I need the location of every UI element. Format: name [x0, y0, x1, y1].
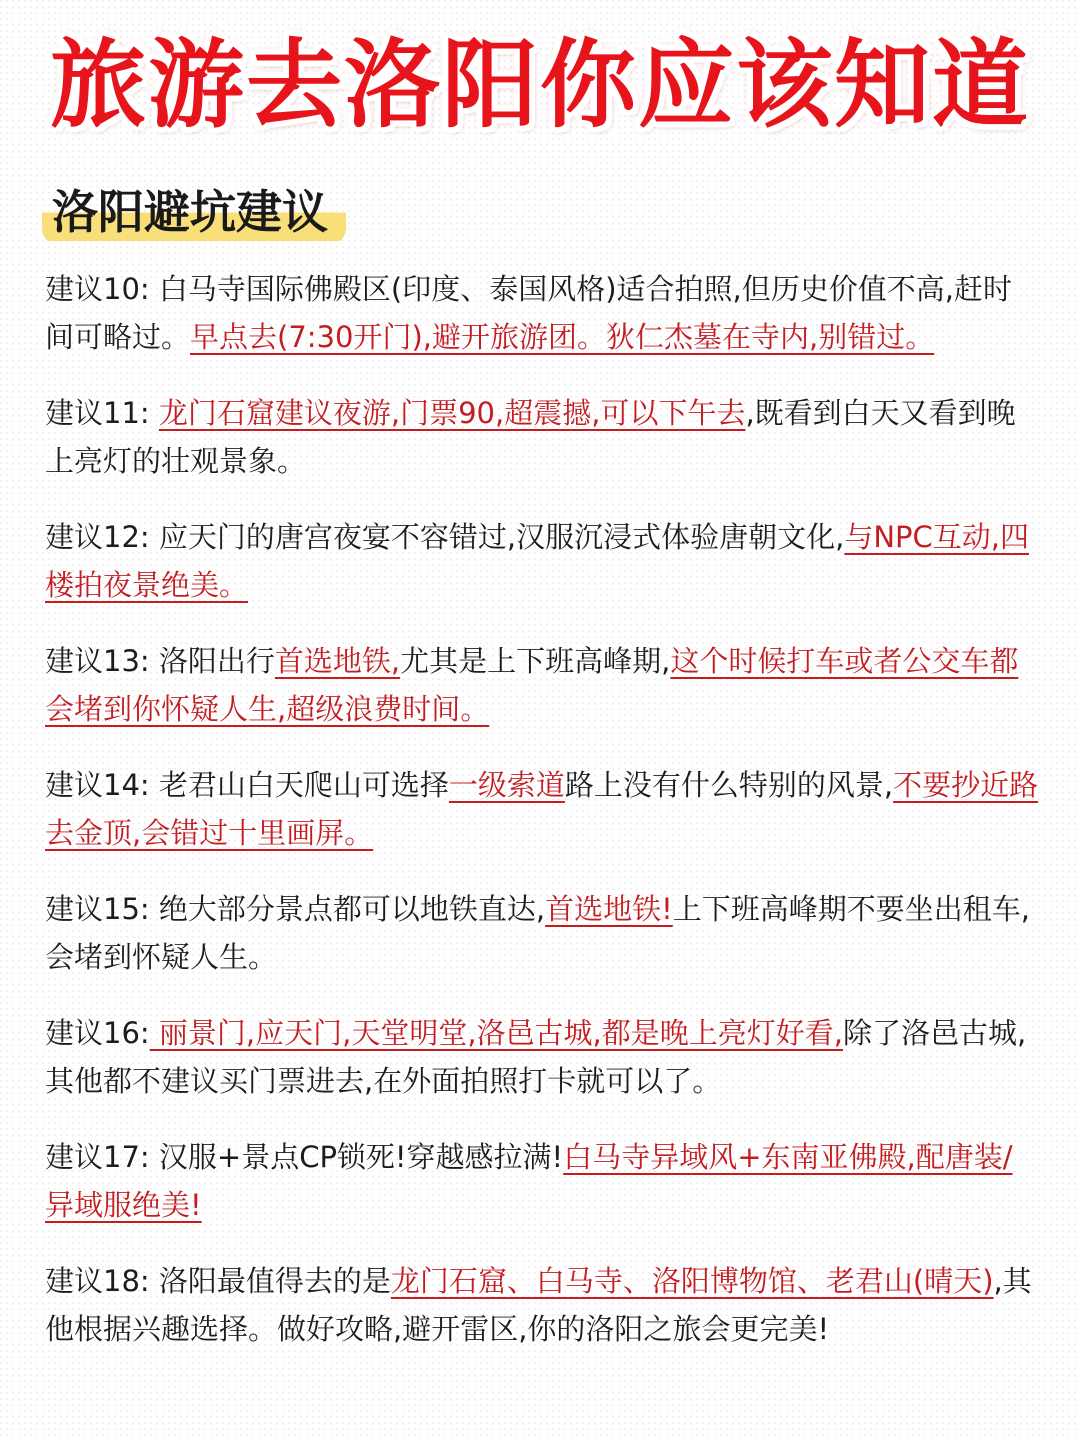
tip-label: 建议16:	[45, 1016, 150, 1050]
tip-highlight: 这个时候打车或者公交车都会堵到你怀疑人生,超级浪费时间。	[45, 644, 1019, 726]
tip-text: 洛阳出行	[158, 644, 275, 678]
tip-text: 上下班高峰期不要坐出租车,会堵到怀疑人生。	[45, 892, 1030, 974]
tip-highlight: 与NPC互动,四楼拍夜景绝美。	[45, 520, 1029, 602]
tip-text: 除了洛邑古城,其他都不建议买门票进去,在外面拍照打卡就可以了。	[45, 1016, 1027, 1098]
tip-label: 建议10:	[45, 272, 159, 306]
tip-item	[45, 1133, 1040, 1229]
tips-list	[45, 265, 1040, 1381]
tip-highlight: 龙门石窟建议夜游,门票90,超震撼,可以下午去	[158, 396, 746, 430]
tip-text: 白马寺国际佛殿区(印度、泰国风格)适合拍照,但历史价值不高,赶时间可略过。	[45, 272, 1012, 354]
tip-label: 建议13:	[45, 644, 159, 678]
tip-highlight: 一级索道	[448, 768, 565, 802]
tip-highlight: 丽景门,应天门,天堂明堂,洛邑古城,都是晚上亮灯好看,	[149, 1016, 843, 1050]
tip-text: ,既看到白天又看到晚上亮灯的壮观景象。	[45, 396, 1016, 478]
tip-label: 建议15:	[45, 892, 159, 926]
tip-item	[45, 389, 1040, 485]
tip-highlight: 不要抄近路去金顶,会错过十里画屏。	[45, 768, 1039, 850]
tip-text: 应天门的唐宫夜宴不容错过,汉服沉浸式体验唐朝文化,	[158, 520, 845, 554]
tip-text: ,其他根据兴趣选择。做好攻略,避开雷区,你的洛阳之旅会更完美!	[45, 1264, 1032, 1346]
page-title: 旅游去洛阳你应该知道	[50, 29, 1030, 141]
tip-label: 建议14:	[45, 768, 159, 802]
tip-highlight: 首选地铁!	[545, 892, 673, 926]
tip-text: 老君山白天爬山可选择	[158, 768, 449, 802]
tip-highlight: 首选地铁,	[274, 644, 401, 678]
tip-item	[45, 513, 1040, 609]
tip-item	[45, 1257, 1040, 1353]
tip-label: 建议12:	[45, 520, 159, 554]
tip-text: 洛阳最值得去的是	[158, 1264, 391, 1298]
tip-item	[45, 265, 1040, 361]
tip-text: 绝大部分景点都可以地铁直达,	[158, 892, 546, 926]
tip-text: 尤其是上下班高峰期,	[400, 644, 671, 678]
tip-highlight: 白马寺异域风+东南亚佛殿,配唐装/异域服绝美!	[45, 1140, 1013, 1222]
tip-item	[45, 1009, 1040, 1105]
tip-item	[45, 637, 1040, 733]
section-heading: 洛阳避坑建议	[42, 182, 346, 246]
tip-label: 建议18:	[45, 1264, 159, 1298]
tip-label: 建议11:	[45, 396, 159, 430]
tip-label: 建议17:	[45, 1140, 159, 1174]
tip-highlight: 龙门石窟、白马寺、洛阳博物馆、老君山(晴天)	[390, 1264, 994, 1298]
tip-highlight: 早点去(7:30开门),避开旅游团。狄仁杰墓在寺内,别错过。	[190, 320, 935, 354]
tip-text: 汉服+景点CP锁死!穿越感拉满!	[158, 1140, 564, 1174]
tip-item	[45, 885, 1040, 981]
tip-item	[45, 761, 1040, 857]
tip-text: 路上没有什么特别的风景,	[564, 768, 894, 802]
